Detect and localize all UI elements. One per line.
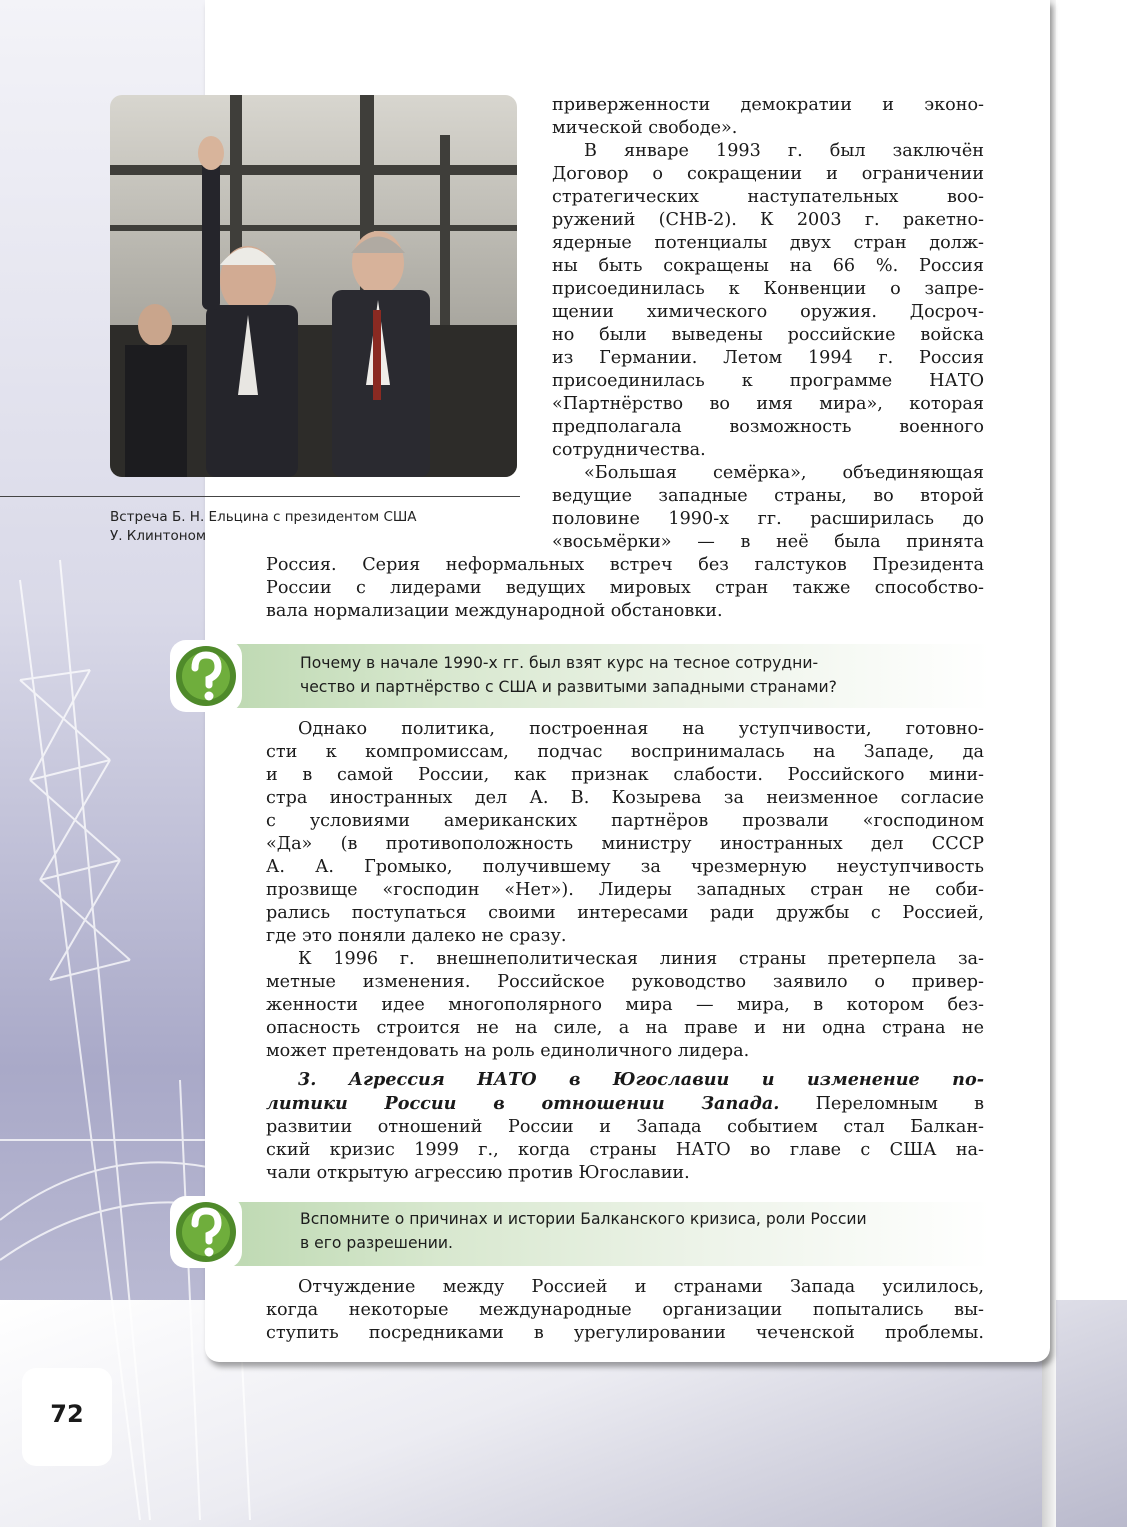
section-heading: 3. Агрессия НАТО в Югославии и изменение по- xyxy=(298,1069,984,1090)
text-line: Однако политика, построенная на уступчивости, готовно- xyxy=(298,719,984,739)
text-line: женности идее многополярного мира — мира, в котором без- xyxy=(266,995,984,1015)
text-line xyxy=(266,1068,984,1092)
question-line: Почему в начале 1990-х гг. был взят курс на тесное сотрудни- xyxy=(300,654,819,672)
text-line: ны быть сокращены на 66 %. Россия xyxy=(552,256,984,276)
question-line: Вспомните о причинах и истории Балканского кризиса, роли России xyxy=(300,1210,867,1228)
text-line: приверженности демократии и эконо- xyxy=(552,95,984,115)
text-line: щении химического оружия. Досроч- xyxy=(552,302,984,322)
text-line: половине 1990-х гг. расширилась до xyxy=(552,509,984,529)
text-line: мической свободе». xyxy=(552,118,738,138)
paragraph-text xyxy=(266,1276,984,1345)
text-line: Отчуждение между Россией и странами Запада усилилось, xyxy=(298,1277,984,1297)
text-line: сти к компромиссам, подчас воспринималась на Западе, да xyxy=(266,742,984,762)
text-line: развитии отношений России и Запада событием стал Балкан- xyxy=(266,1117,984,1137)
text-line: А. А. Громыко, получившему за чрезмерную неуступчивость xyxy=(266,857,984,877)
text-line: «Партнёрство во имя мира», которая xyxy=(552,394,984,414)
text-line: стра иностранных дел А. В. Козырева за неизменное согласие xyxy=(266,788,984,808)
text-line: России с лидерами ведущих мировых стран также способство- xyxy=(266,578,984,598)
text-line: сотрудничества. xyxy=(552,440,706,460)
caption-line: Встреча Б. Н. Ельцина с президентом США xyxy=(110,509,417,525)
text-line: опасность строится не на силе, а на праве и ни одна страна не xyxy=(266,1018,984,1038)
text-line: может претендовать на роль единоличного лидера. xyxy=(266,1041,750,1061)
text-line: Россия. Серия неформальных встреч без галстуков Президента xyxy=(266,555,984,575)
question-text xyxy=(300,1207,990,1255)
paragraph-text xyxy=(266,718,984,1063)
text-line: когда некоторые международные организации попытались вы- xyxy=(266,1300,984,1320)
text-line: предполагала возможность военного xyxy=(552,417,984,437)
section-heading: литики России в отношении Запада. xyxy=(266,1093,780,1114)
text-line: ружений (СНВ-2). К 2003 г. ракетно- xyxy=(552,210,984,230)
paragraph-text xyxy=(266,554,984,623)
text-line: и в самой России, как признак слабости. Российского мини- xyxy=(266,765,984,785)
text-line: стратегических наступательных воо- xyxy=(552,187,984,207)
text-line xyxy=(266,1092,984,1116)
text-fragment: Переломным в xyxy=(779,1094,984,1114)
text-line: «восьмёрки» — в неё была принята xyxy=(552,532,984,552)
text-line: В январе 1993 г. был заключён xyxy=(584,141,984,161)
text-line: ведущие западные страны, во второй xyxy=(552,486,984,506)
text-line: «Большая семёрка», объединяющая xyxy=(584,463,984,483)
caption-rule xyxy=(0,496,520,497)
text-line: «Да» (в противоположность министру иностранных дел СССР xyxy=(266,834,984,854)
question-line: чество и партнёрство с США и развитыми западными странами? xyxy=(300,678,837,696)
text-line: К 1996 г. внешнеполитическая линия страны претерпела за- xyxy=(298,949,984,969)
text-line: вала нормализации международной обстановки. xyxy=(266,601,723,621)
photo-caption xyxy=(110,508,510,546)
yeltsin-clinton-photo xyxy=(110,95,517,477)
text-line: присоединилась к Конвенции о запре- xyxy=(552,279,984,299)
text-line: метные изменения. Российское руководство заявило о привер- xyxy=(266,972,984,992)
question-mark-icon xyxy=(168,638,244,714)
text-line: из Германии. Летом 1994 г. Россия xyxy=(552,348,984,368)
text-line: ступить посредниками в урегулировании чеченской проблемы. xyxy=(266,1323,984,1343)
text-line: чали открытую агрессию против Югославии. xyxy=(266,1163,690,1183)
text-line: ядерные потенциалы двух стран долж- xyxy=(552,233,984,253)
text-line: Договор о сокращении и ограничении xyxy=(552,164,984,184)
text-line: с условиями американских партнёров прозвали «господином xyxy=(266,811,984,831)
question-mark-icon xyxy=(168,1194,244,1270)
question-text xyxy=(300,651,990,699)
text-line: рались поступаться своими интересами ради дружбы с Россией, xyxy=(266,903,984,923)
section-3-text xyxy=(266,1068,984,1185)
text-line: ский кризис 1999 г., когда страны НАТО во главе с США на- xyxy=(266,1140,984,1160)
caption-line: У. Клинтоном xyxy=(110,528,207,544)
text-line: прозвище «господин «Нет»). Лидеры западных стран не соби- xyxy=(266,880,984,900)
text-line: присоединилась к программе НАТО xyxy=(552,371,984,391)
page-number: 72 xyxy=(50,1400,84,1428)
text-line: но были выведены российские войска xyxy=(552,325,984,345)
right-column-text xyxy=(552,94,984,554)
question-line: в его разрешении. xyxy=(300,1234,453,1252)
text-line: где это поняли далеко не сразу. xyxy=(266,926,567,946)
